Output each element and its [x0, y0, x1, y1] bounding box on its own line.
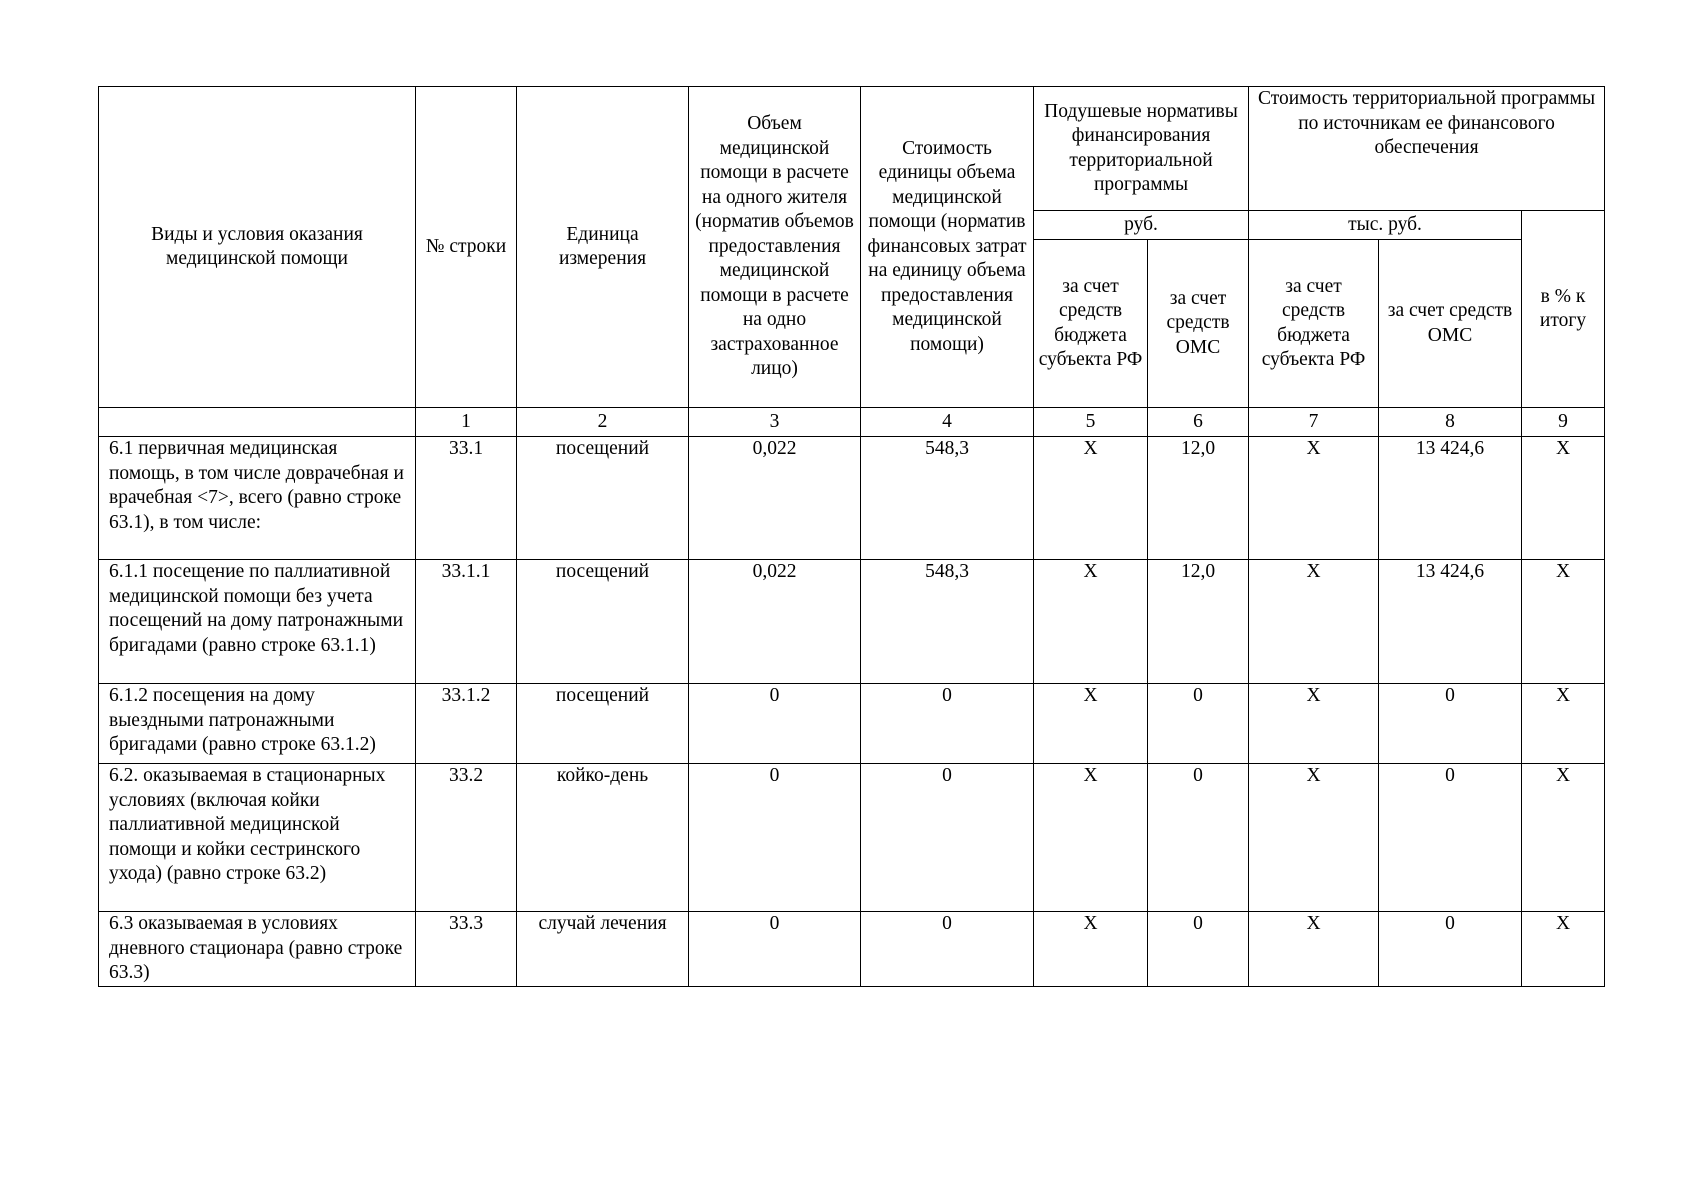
row-total-budget: X: [1249, 560, 1379, 684]
row-volume: 0,022: [689, 560, 861, 684]
row-number: 33.3: [416, 912, 517, 987]
table-row: [99, 764, 1605, 912]
header-total-oms: за счет средств ОМС: [1379, 240, 1522, 408]
header-unit: Единица измерения: [517, 87, 689, 408]
row-per-capita-oms: 12,0: [1148, 560, 1249, 684]
row-number: 33.1: [416, 437, 517, 560]
row-unit: посещений: [517, 560, 689, 684]
header-kind-of-care: Виды и условия оказания медицинской помощи: [99, 87, 416, 408]
row-name: 6.1.1 посещение по паллиативной медицинской помощи без учета посещений на дому патронажными бригадами (равно строке 63.1.1): [99, 560, 416, 684]
row-number: 33.1.1: [416, 560, 517, 684]
row-total-oms: 0: [1379, 912, 1522, 987]
row-total-budget: X: [1249, 912, 1379, 987]
row-percent: X: [1522, 764, 1605, 912]
row-volume: 0: [689, 912, 861, 987]
row-volume: 0: [689, 684, 861, 764]
row-unit: случай лечения: [517, 912, 689, 987]
column-number: 2: [517, 408, 689, 437]
table-row: [99, 912, 1605, 987]
column-number: 5: [1034, 408, 1148, 437]
header-percent-of-total: в % к итогу: [1522, 211, 1605, 408]
row-per-capita-budget: X: [1034, 764, 1148, 912]
row-per-capita-budget: X: [1034, 684, 1148, 764]
header-row-number: № строки: [416, 87, 517, 408]
row-per-capita-budget: X: [1034, 560, 1148, 684]
row-total-budget: X: [1249, 764, 1379, 912]
row-total-oms: 13 424,6: [1379, 437, 1522, 560]
column-number: [99, 408, 416, 437]
row-cost: 548,3: [861, 437, 1034, 560]
row-total-budget: X: [1249, 437, 1379, 560]
row-name: 6.1 первичная медицинская помощь, в том числе доврачебная и врачебная <7>, всего (равно строке 63.1), в том числе:: [99, 437, 416, 560]
row-per-capita-oms: 12,0: [1148, 437, 1249, 560]
header-unit-rub: руб.: [1034, 211, 1249, 240]
row-volume: 0,022: [689, 437, 861, 560]
row-name: 6.2. оказываемая в стационарных условиях (включая койки паллиативной медицинской помощи и койки сестринского ухода) (равно строке 63.2): [99, 764, 416, 912]
row-per-capita-oms: 0: [1148, 912, 1249, 987]
header-volume: Объем медицинской помощи в расчете на одного жителя (норматив объемов предоставления медицинской помощи в расчете на одно застрахованное лицо): [689, 87, 861, 408]
column-number: 8: [1379, 408, 1522, 437]
column-number: 1: [416, 408, 517, 437]
header-per-capita-oms: за счет средств ОМС: [1148, 240, 1249, 408]
row-cost: 0: [861, 764, 1034, 912]
row-percent: X: [1522, 560, 1605, 684]
row-unit: посещений: [517, 437, 689, 560]
table-row: [99, 437, 1605, 560]
row-cost: 0: [861, 684, 1034, 764]
medical-care-cost-table: [98, 86, 1605, 987]
header-per-capita-budget: за счет средств бюджета субъекта РФ: [1034, 240, 1148, 408]
row-number: 33.2: [416, 764, 517, 912]
row-unit: койко-день: [517, 764, 689, 912]
row-per-capita-budget: X: [1034, 437, 1148, 560]
header-per-capita-group: Подушевые нормативы финансирования территориальной программы: [1034, 87, 1249, 211]
column-number: 3: [689, 408, 861, 437]
row-total-oms: 0: [1379, 764, 1522, 912]
table-row: [99, 684, 1605, 764]
column-number: 9: [1522, 408, 1605, 437]
header-unit-cost: Стоимость единицы объема медицинской помощи (норматив финансовых затрат на единицу объема предоставления медицинской помощи): [861, 87, 1034, 408]
column-number: 7: [1249, 408, 1379, 437]
row-name: 6.1.2 посещения на дому выездными патронажными бригадами (равно строке 63.1.2): [99, 684, 416, 764]
header-total-budget: за счет средств бюджета субъекта РФ: [1249, 240, 1379, 408]
row-per-capita-oms: 0: [1148, 684, 1249, 764]
row-total-budget: X: [1249, 684, 1379, 764]
header-unit-thousand-rub: тыс. руб.: [1249, 211, 1522, 240]
row-volume: 0: [689, 764, 861, 912]
row-cost: 548,3: [861, 560, 1034, 684]
row-unit: посещений: [517, 684, 689, 764]
table-row: [99, 560, 1605, 684]
row-percent: X: [1522, 912, 1605, 987]
row-number: 33.1.2: [416, 684, 517, 764]
column-number: 4: [861, 408, 1034, 437]
row-percent: X: [1522, 684, 1605, 764]
row-cost: 0: [861, 912, 1034, 987]
row-per-capita-oms: 0: [1148, 764, 1249, 912]
column-number: 6: [1148, 408, 1249, 437]
header-cost-sources-group: Стоимость территориальной программы по источникам ее финансового обеспечения: [1249, 87, 1605, 211]
row-per-capita-budget: X: [1034, 912, 1148, 987]
row-name: 6.3 оказываемая в условиях дневного стационара (равно строке 63.3): [99, 912, 416, 987]
column-numbers-row: [99, 408, 1605, 437]
row-total-oms: 0: [1379, 684, 1522, 764]
row-total-oms: 13 424,6: [1379, 560, 1522, 684]
row-percent: X: [1522, 437, 1605, 560]
